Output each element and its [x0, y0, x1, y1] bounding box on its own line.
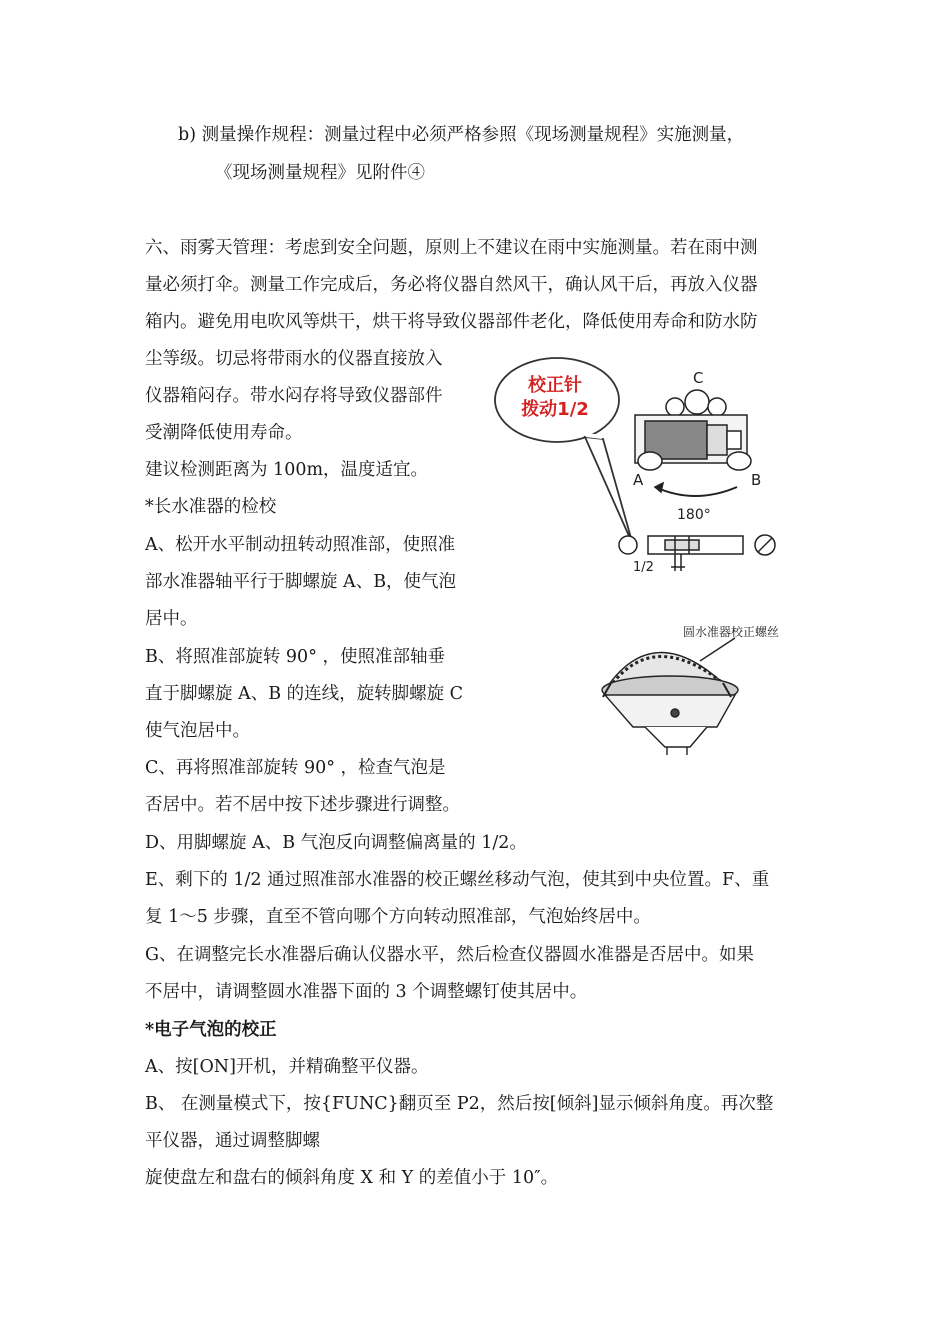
section-six-line: 建议检测距离为 100m，温度适宜。 — [145, 460, 429, 480]
section-six-line: 仪器箱闷存。带水闷存将导致仪器部件 — [145, 386, 443, 406]
section-six-line: 受潮降低使用寿命。 — [145, 423, 303, 443]
label-half: 1/2 — [633, 560, 654, 575]
long-level-instrument — [619, 369, 775, 575]
label-a: A — [633, 471, 644, 489]
electronic-bubble-heading: *电子气泡的校正 — [145, 1020, 277, 1040]
section-b-line-2: 《现场测量规程》见附件④ — [215, 163, 425, 183]
electronic-bubble-line: 平仪器，通过调整脚螺 — [145, 1131, 320, 1151]
electronic-bubble-line: B、 在测量模式下，按{FUNC}翻页至 P2，然后按[倾斜]显示倾斜角度。再次整 — [145, 1094, 774, 1114]
long-level-line: 使气泡居中。 — [145, 721, 250, 741]
electronic-bubble-line: A、按[ON]开机，并精确整平仪器。 — [145, 1057, 429, 1077]
long-level-heading: *长水准器的检校 — [145, 497, 277, 517]
section-six-line: 六、雨雾天管理：考虑到安全问题，原则上不建议在雨中实施测量。若在雨中测 — [145, 238, 758, 258]
label-angle: 180° — [677, 507, 711, 523]
circular-level-instrument — [602, 624, 779, 755]
long-level-line: G、在调整完长水准器后确认仪器水平，然后检查仪器圆水准器是否居中。如果 — [145, 945, 754, 965]
long-level-line: A、松开水平制动扭转动照准部，使照准 — [145, 535, 456, 555]
long-level-line: 部水准器轴平行于脚螺旋 A、B，使气泡 — [145, 572, 457, 592]
section-six-line: 箱内。避免用电吹风等烘干，烘干将导致仪器部件老化，降低使用寿命和防水防 — [145, 312, 758, 332]
section-six-line: 尘等级。切忌将带雨水的仪器直接放入 — [145, 349, 443, 369]
long-level-line: D、用脚螺旋 A、B 气泡反向调整偏离量的 1/2。 — [145, 833, 527, 853]
section-b-line-1: b) 测量操作规程：测量过程中必须严格参照《现场测量规程》实施测量， — [178, 125, 745, 145]
long-level-line: 直于脚螺旋 A、B 的连线，旋转脚螺旋 C — [145, 684, 464, 704]
long-level-line: B、将照准部旋转 90° ，使照准部轴垂 — [145, 647, 446, 667]
level-calibration-figure — [485, 345, 820, 765]
label-circular-level-screw: 圆水准器校正螺丝 — [683, 625, 780, 639]
label-b: B — [751, 471, 762, 489]
label-c: C — [693, 369, 704, 387]
callout-text-2: 拨动1/2 — [521, 399, 589, 420]
long-level-line: 不居中，请调整圆水准器下面的 3 个调整螺钉使其居中。 — [145, 982, 588, 1002]
callout-bubble — [495, 358, 633, 545]
long-level-line: E、剩下的 1/2 通过照准部水准器的校正螺丝移动气泡，使其到中央位置。F、重 — [145, 870, 770, 890]
long-level-line: C、再将照准部旋转 90° ，检查气泡是 — [145, 758, 446, 778]
section-six-line: 量必须打伞。测量工作完成后，务必将仪器自然风干，确认风干后，再放入仪器 — [145, 275, 758, 295]
electronic-bubble-line: 旋使盘左和盘右的倾斜角度 X 和 Y 的差值小于 10″。 — [145, 1168, 559, 1188]
long-level-line: 复 1～5 步骤，直至不管向哪个方向转动照准部，气泡始终居中。 — [145, 907, 651, 927]
callout-text-1: 校正针 — [528, 375, 582, 396]
long-level-line: 居中。 — [145, 609, 198, 629]
long-level-line: 否居中。若不居中按下述步骤进行调整。 — [145, 795, 460, 815]
